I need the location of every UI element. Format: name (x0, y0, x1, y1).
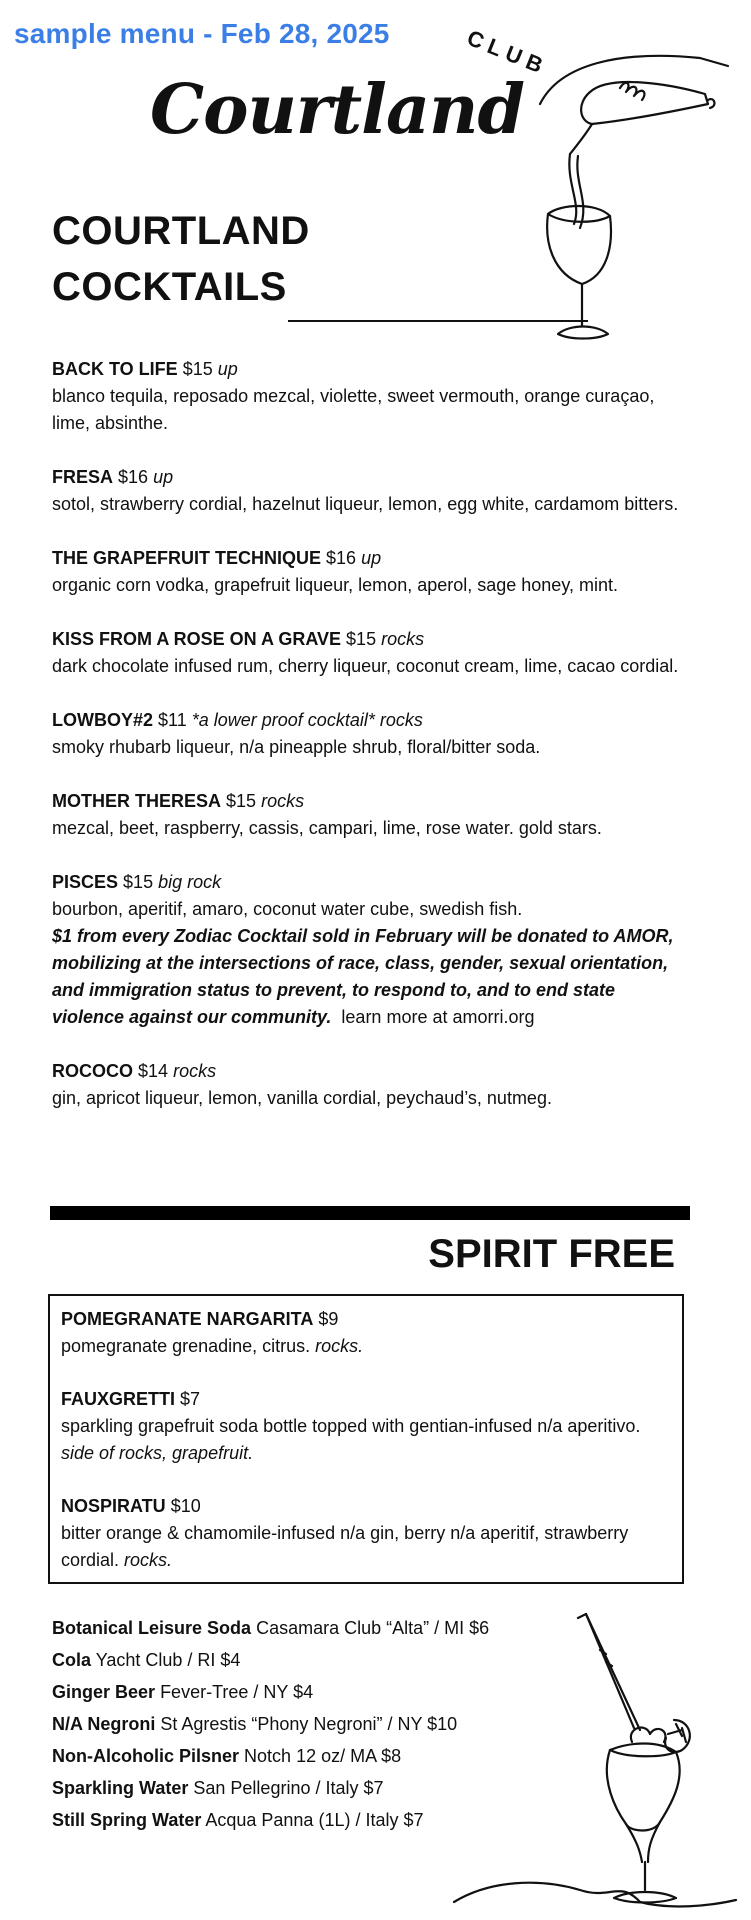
soda-item (52, 1740, 572, 1772)
drink-name: ROCOCO (52, 1061, 133, 1081)
donation-note-text: $1 from every Zodiac Cocktail sold in February will be donated to AMOR, mobilizing at the intersections of race, class, gender, sexual orientation, and immigration status to prevent, to respond to, and to end state violence against our community. (52, 926, 674, 1027)
drink-price: $11 (158, 710, 187, 730)
section-divider-bar (50, 1206, 690, 1220)
drink-description: gin, apricot liqueur, lemon, vanilla cordial, peychaud’s, nutmeg. (52, 1088, 552, 1108)
soda-name: Sparkling Water (52, 1778, 189, 1798)
drink-item (52, 788, 692, 842)
drink-style: up (217, 359, 238, 379)
drink-description: bourbon, aperitif, amaro, coconut water cube, swedish fish. (52, 899, 523, 919)
drink-name: THE GRAPEFRUIT TECHNIQUE (52, 548, 322, 568)
logo-club-text: CLUB (463, 25, 552, 81)
section-title-line1: COURTLAND (52, 209, 310, 253)
drink-description: organic corn vodka, grapefruit liqueur, lemon, aperol, sage honey, mint. (52, 575, 618, 595)
drink-name: POMEGRANATE NARGARITA (61, 1309, 314, 1329)
drink-item (52, 356, 692, 437)
drink-name: MOTHER THERESA (52, 791, 222, 811)
drink-style: *a lower proof cocktail* rocks (191, 710, 423, 730)
drink-name: PISCES (52, 872, 119, 892)
soda-detail: San Pellegrino / Italy $7 (193, 1778, 384, 1798)
logo-wordmark: Courtland (150, 70, 525, 150)
soda-item (52, 1708, 572, 1740)
drink-name: BACK TO LIFE (52, 359, 178, 379)
sample-label: sample menu - Feb 28, 2025 (14, 18, 390, 49)
section-title-spirit-free: SPIRIT FREE (428, 1232, 675, 1276)
drink-price: $9 (318, 1309, 339, 1329)
drink-description: smoky rhubarb liqueur, n/a pineapple shrub, floral/bitter soda. (52, 737, 541, 757)
drink-name: NOSPIRATU (61, 1496, 166, 1516)
drink-name: FRESA (52, 467, 114, 487)
drink-price: $14 (138, 1061, 169, 1081)
drink-style: rocks (381, 629, 425, 649)
drink-style: rocks. (124, 1550, 173, 1570)
drink-item (61, 1306, 672, 1360)
drink-item (52, 707, 692, 761)
drink-item (52, 464, 692, 518)
drink-description: blanco tequila, reposado mezcal, violette, sweet vermouth, orange curaçao, lime, absinthe. (52, 386, 655, 433)
drink-name: LOWBOY#2 (52, 710, 154, 730)
soda-detail: St Agrestis “Phony Negroni” / NY $10 (160, 1714, 458, 1734)
drink-style: up (153, 467, 174, 487)
drink-price: $10 (170, 1496, 201, 1516)
spirit-free-box (48, 1294, 684, 1584)
cocktail-list (52, 356, 692, 1139)
soda-name: Botanical Leisure Soda (52, 1618, 252, 1638)
drink-price: $16 (118, 467, 149, 487)
soda-name: Cola (52, 1650, 92, 1670)
drink-style: rocks (261, 791, 305, 811)
drink-price: $15 (226, 791, 257, 811)
drink-description-text: sparkling grapefruit soda bottle topped with gentian-infused n/a aperitivo. (61, 1416, 641, 1436)
soda-detail: Acqua Panna (1L) / Italy $7 (205, 1810, 424, 1830)
drink-item (61, 1386, 672, 1467)
soda-item (52, 1644, 572, 1676)
soda-name: N/A Negroni (52, 1714, 156, 1734)
drink-price: $15 (182, 359, 213, 379)
drink-style: side of rocks, grapefruit. (61, 1443, 254, 1463)
drink-description (61, 1333, 672, 1360)
drink-item (52, 1058, 692, 1112)
drink-style: rocks. (315, 1336, 364, 1356)
soda-item (52, 1772, 572, 1804)
drink-description: sotol, strawberry cordial, hazelnut liqueur, lemon, egg white, cardamom bitters. (52, 494, 679, 514)
soda-item (52, 1804, 572, 1836)
soda-detail: Yacht Club / RI $4 (95, 1650, 241, 1670)
drink-price: $15 (346, 629, 377, 649)
section-title-line2: COCKTAILS (52, 265, 287, 309)
drink-style: rocks (173, 1061, 217, 1081)
drink-item (61, 1493, 672, 1574)
drink-style: up (361, 548, 382, 568)
soda-name: Still Spring Water (52, 1810, 202, 1830)
soda-detail: Fever-Tree / NY $4 (160, 1682, 314, 1702)
soda-detail: Notch 12 oz/ MA $8 (244, 1746, 402, 1766)
drink-price: $7 (180, 1389, 201, 1409)
drink-style: big rock (158, 872, 222, 892)
soda-item (52, 1612, 572, 1644)
drink-description (61, 1413, 672, 1467)
donation-note (52, 923, 692, 1031)
drink-description (61, 1520, 672, 1574)
drink-description-text: pomegranate grenadine, citrus. (61, 1336, 311, 1356)
donation-link[interactable]: learn more at amorri.org (341, 1007, 535, 1027)
drink-name: KISS FROM A ROSE ON A GRAVE (52, 629, 342, 649)
drink-price: $15 (123, 872, 154, 892)
divider-line (288, 318, 588, 324)
drink-name: FAUXGRETTI (61, 1389, 176, 1409)
drink-description: mezcal, beet, raspberry, cassis, campari, lime, rose water. gold stars. (52, 818, 602, 838)
drink-item (52, 545, 692, 599)
drink-description: dark chocolate infused rum, cherry liqueur, coconut cream, lime, cacao cordial. (52, 656, 679, 676)
soda-name: Ginger Beer (52, 1682, 156, 1702)
drink-item (52, 626, 692, 680)
drink-description-text: bitter orange & chamomile-infused n/a gin, berry n/a aperitif, strawberry cordial. (61, 1523, 629, 1570)
soda-item (52, 1676, 572, 1708)
section-title-courtland-cocktails (52, 203, 310, 315)
soda-list (52, 1612, 572, 1836)
courtland-club-logo (150, 25, 570, 162)
soda-name: Non-Alcoholic Pilsner (52, 1746, 240, 1766)
drink-item (52, 869, 692, 1031)
drink-price: $16 (326, 548, 357, 568)
soda-detail: Casamara Club “Alta” / MI $6 (256, 1618, 490, 1638)
